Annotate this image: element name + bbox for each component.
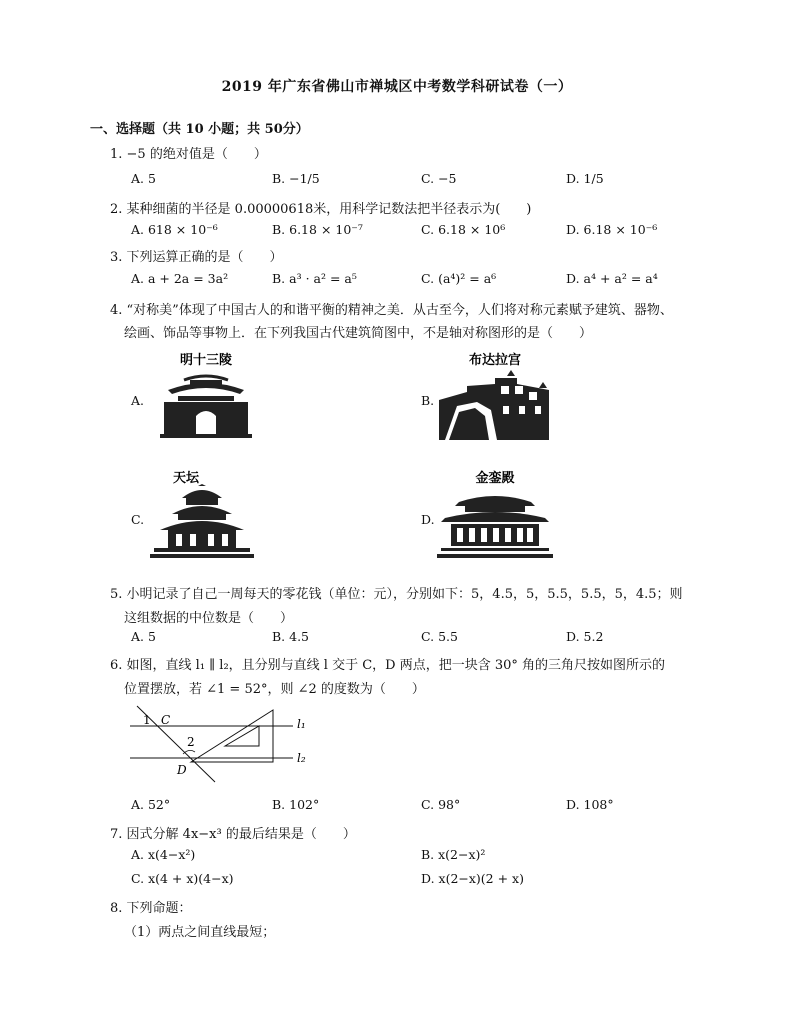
q5-option-a: A. 5: [131, 629, 156, 644]
question-4-stem-line2: 绘画、饰品等事物上．在下列我国古代建筑简图中，不是轴对称图形的是（ ）: [124, 326, 593, 341]
q1-option-a: A. 5: [131, 171, 156, 186]
fig-label-l2: l₂: [297, 751, 306, 765]
q1-option-c: C. −5: [421, 171, 457, 186]
q1-option-b: B. −1/5: [272, 171, 320, 186]
q4-option-a: A.: [131, 393, 145, 408]
q8-proposition-1: （1）两点之间直线最短；: [124, 925, 276, 940]
ming-tombs-image: [150, 350, 262, 440]
q5-option-c: C. 5.5: [421, 629, 458, 644]
q6-option-d: D. 108°: [566, 797, 614, 812]
fig-label-c: C: [161, 713, 171, 727]
q4-option-c: C.: [131, 512, 145, 527]
temple-caption: 天坛: [172, 471, 200, 486]
q4-option-d: D.: [421, 512, 435, 527]
hall-of-supreme-harmony-image: [437, 468, 553, 560]
q2-option-b: B. 6.18 × 10⁻⁷: [272, 222, 363, 237]
ming-tombs-caption: 明十三陵: [179, 353, 233, 368]
section-heading: 一、选择题（共 10 小题；共 50分）: [90, 122, 309, 137]
q3-option-d: D. a⁴ + a² = a⁴: [566, 271, 658, 286]
question-5-stem-line2: 这组数据的中位数是（ ）: [124, 611, 294, 626]
potala-palace-image: [437, 350, 553, 442]
q6-option-c: C. 98°: [421, 797, 461, 812]
q3-option-b: B. a³ · a² = a⁵: [272, 271, 357, 286]
q7-option-b: B. x(2−x)²: [421, 847, 486, 862]
q7-option-a: A. x(4−x²): [131, 847, 196, 862]
question-2-stem: 2. 某种细菌的半径是 0.00000618米，用科学记数法把半径表示为( ): [110, 202, 532, 217]
q6-option-a: A. 52°: [131, 797, 171, 812]
geometry-figure: [125, 700, 325, 785]
q7-option-d: D. x(2−x)(2 + x): [421, 871, 524, 886]
q2-option-a: A. 618 × 10⁻⁶: [131, 222, 218, 237]
temple-of-heaven-image: [146, 470, 256, 560]
fig-label-l1: l₁: [297, 717, 306, 731]
q5-option-b: B. 4.5: [272, 629, 310, 644]
q2-option-d: D. 6.18 × 10⁻⁶: [566, 222, 658, 237]
question-1-stem: 1. −5 的绝对值是（ ）: [110, 147, 267, 162]
question-4-stem-line1: 4. “对称美”体现了中国古人的和谐平衡的精神之美．从古至今，人们将对称元素赋予建筑、器物、: [110, 303, 673, 318]
q3-option-a: A. a + 2a = 3a²: [131, 271, 229, 286]
q6-option-b: B. 102°: [272, 797, 320, 812]
fig-label-d: D: [177, 763, 187, 777]
q5-option-d: D. 5.2: [566, 629, 604, 644]
fig-label-angle-2: 2: [187, 735, 195, 749]
question-6-stem-line2: 位置摆放，若 ∠1 = 52°，则 ∠2 的度数为（ ）: [124, 682, 425, 697]
q4-option-b: B.: [421, 393, 435, 408]
question-5-stem-line1: 5. 小明记录了自己一周每天的零花钱（单位：元），分别如下：5，4.5，5，5.5，5.5，5，4.5；则: [110, 587, 683, 602]
potala-caption: 布达拉宫: [468, 353, 522, 368]
fig-label-angle-1: 1: [143, 713, 151, 727]
q7-option-c: C. x(4 + x)(4−x): [131, 871, 234, 886]
hall-caption: 金銮殿: [475, 471, 515, 486]
q2-option-c: C. 6.18 × 10⁶: [421, 222, 506, 237]
question-8-stem: 8. 下列命题：: [110, 901, 192, 916]
q3-option-c: C. (a⁴)² = a⁶: [421, 271, 497, 286]
paper-title: 2019 年广东省佛山市禅城区中考数学科研试卷（一）: [221, 79, 573, 95]
q1-option-d: D. 1/5: [566, 171, 604, 186]
question-7-stem: 7. 因式分解 4x−x³ 的最后结果是（ ）: [110, 827, 356, 842]
question-6-stem-line1: 6. 如图，直线 l₁ ∥ l₂，且分别与直线 l 交于 C，D 两点，把一块含 30° 角的三角尺按如图所示的: [110, 658, 666, 673]
question-3-stem: 3. 下列运算正确的是（ ）: [110, 250, 283, 265]
